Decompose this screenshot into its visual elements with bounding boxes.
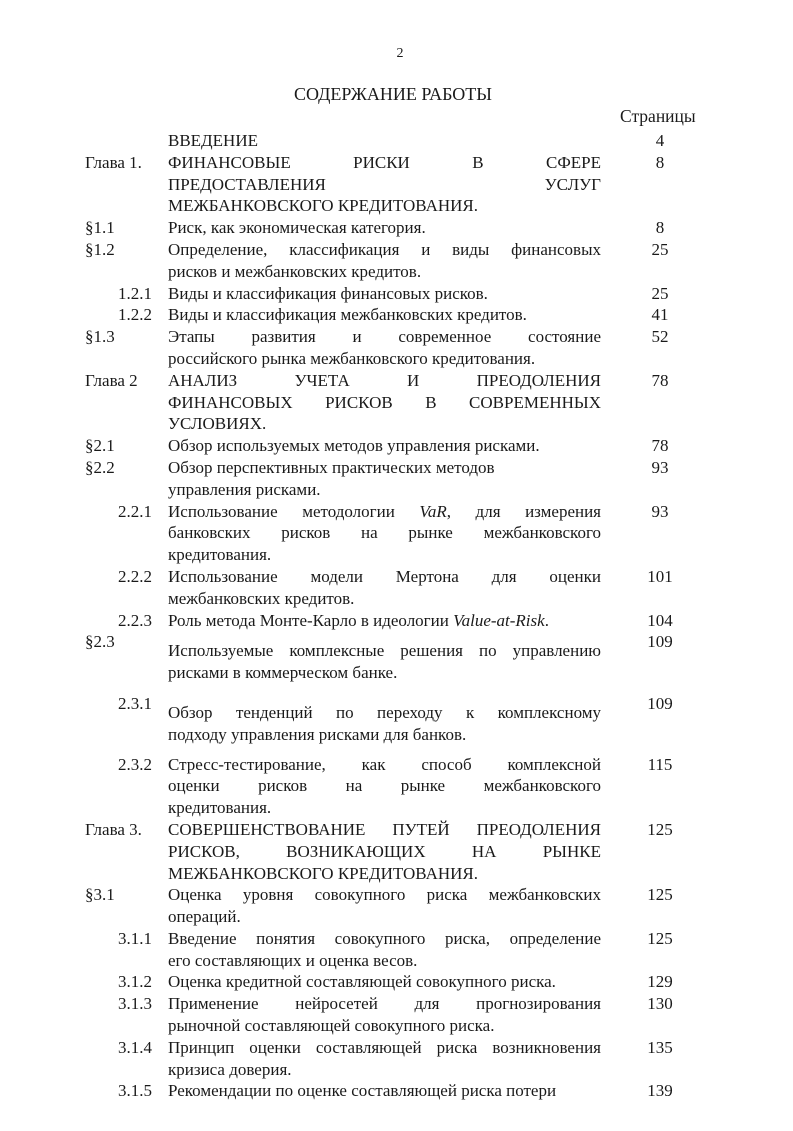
toc-entry-title-line: Введение понятия совокупного риска, определение — [168, 928, 601, 948]
toc-entry-number: 1.2.2 — [118, 305, 152, 325]
toc-entry-page: 25 — [651, 239, 669, 259]
toc-entry-title-line: ФИНАНСОВЫЕ РИСКИ В СФЕРЕ — [168, 152, 601, 172]
toc-entry — [0, 304, 793, 326]
toc-entry-number: Глава 3. — [85, 819, 142, 839]
toc-entry — [0, 819, 793, 884]
toc-entry — [0, 501, 793, 566]
page-number: 2 — [396, 46, 404, 61]
toc-entry-title-line: оценки рисков на рынке межбанковского — [168, 776, 601, 796]
toc-entry-title-line: российского рынка межбанковского кредитования. — [168, 348, 536, 368]
toc-entry-number: 1.2.1 — [118, 283, 152, 303]
toc-entry — [0, 435, 793, 457]
toc-entry-title-line: Роль метода Монте-Карло в идеологии Value-at-Risk. — [168, 610, 549, 630]
toc-entry-page: 4 — [655, 131, 665, 150]
toc-entry-title — [168, 631, 601, 684]
toc-entry-title-line: Виды и классификация межбанковских кредитов. — [168, 305, 527, 325]
toc-entry-page: 104 — [647, 610, 673, 630]
toc-entry-title — [168, 457, 601, 501]
toc-entry-page: 125 — [647, 819, 673, 839]
toc-entry-page: 101 — [647, 566, 673, 586]
toc-entry-number: 2.2.3 — [118, 610, 152, 630]
toc-entry-title — [168, 152, 601, 217]
toc-entry-page: 135 — [647, 1037, 673, 1057]
toc-entry-title — [168, 130, 601, 152]
toc-entry-title-line: МЕЖБАНКОВСКОГО КРЕДИТОВАНИЯ. — [168, 863, 478, 883]
toc-entry-title — [168, 501, 601, 566]
toc-entry — [0, 130, 793, 152]
toc-entry-title-line: ФИНАНСОВЫХ РИСКОВ В СОВРЕМЕННЫХ — [168, 392, 601, 412]
toc-entry-number: §1.3 — [85, 327, 115, 347]
toc-entry-number: 2.3.2 — [118, 754, 152, 774]
toc-entry-title-line: подходу управления рисками для банков. — [168, 724, 467, 744]
toc-entry-title-line: рыночной составляющей совокупного риска. — [168, 1016, 495, 1036]
toc-entry-title-line: Принцип оценки составляющей риска возникновения — [168, 1037, 601, 1057]
toc-entry-title-line: операций. — [168, 907, 241, 927]
toc-entry-title-line: Использование модели Мертона для оценки — [168, 566, 601, 586]
toc-entry-title — [168, 971, 601, 993]
toc-entry-number: 3.1.3 — [118, 994, 152, 1014]
toc-entry-page: 109 — [647, 632, 673, 652]
pages-column-header: Страницы — [620, 106, 696, 126]
toc-entry-page: 25 — [651, 283, 669, 303]
toc-entry-title-line: банковских рисков на рынке межбанковского — [168, 523, 601, 543]
toc-entry-title — [168, 884, 601, 928]
toc-entry-title-line: кредитования. — [168, 545, 272, 565]
toc-entry — [0, 928, 793, 972]
toc-entry-number: 2.2.2 — [118, 566, 152, 586]
toc-entry-page: 130 — [647, 994, 673, 1014]
toc-entry-title — [168, 693, 601, 746]
toc-entry-title-line: ВВЕДЕНИЕ — [168, 131, 258, 150]
toc-entry-title-line: Обзор перспективных практических методов — [168, 457, 495, 477]
toc-entry-title-line: РИСКОВ, ВОЗНИКАЮЩИХ НА РЫНКЕ — [168, 841, 601, 861]
toc-entry-number: 3.1.1 — [118, 928, 152, 948]
toc-entry-title-line: его составляющих и оценка весов. — [168, 950, 418, 970]
toc-entry-title — [168, 370, 601, 435]
toc-entry — [0, 239, 793, 283]
toc-entry-title-line: Оценка кредитной составляющей совокупного риска. — [168, 972, 556, 992]
toc-entry — [0, 754, 793, 819]
toc-entry-title-line: кредитования. — [168, 798, 272, 818]
toc-entry-title-line: Используемые комплексные решения по управлению — [168, 641, 601, 661]
toc-entry-number: Глава 1. — [85, 152, 142, 172]
toc-entry-title-line: рисками в коммерческом банке. — [168, 663, 398, 683]
toc-entry-title-line: межбанковских кредитов. — [168, 588, 355, 608]
toc-entry-title-line: Обзор используемых методов управления рисками. — [168, 436, 540, 456]
toc-entry-title — [168, 610, 601, 632]
toc-entry-title — [168, 566, 601, 610]
toc-entry — [0, 610, 793, 632]
toc-entry — [0, 326, 793, 370]
toc-entry-title — [168, 1080, 601, 1102]
toc-entry — [0, 217, 793, 239]
toc-entry — [0, 993, 793, 1037]
toc-entry-page: 8 — [655, 152, 665, 172]
toc-entry-page: 125 — [647, 885, 673, 905]
toc-entry-number: Глава 2 — [85, 370, 138, 390]
toc-entry-page: 78 — [651, 436, 669, 456]
toc-entry-title-line: Виды и классификация финансовых рисков. — [168, 283, 488, 303]
toc-entry-title-line: УСЛОВИЯХ. — [168, 414, 267, 434]
toc-entry-title-line: СОВЕРШЕНСТВОВАНИЕ ПУТЕЙ ПРЕОДОЛЕНИЯ — [168, 819, 601, 839]
toc-entry-title — [168, 1037, 601, 1081]
toc-entry-page: 8 — [655, 218, 665, 238]
toc-entry-page: 93 — [651, 457, 669, 477]
toc-entry-page: 52 — [651, 327, 669, 347]
page-title: СОДЕРЖАНИЕ РАБОТЫ — [294, 84, 492, 104]
toc-entry — [0, 884, 793, 928]
toc-entry — [0, 1037, 793, 1081]
toc-entry — [0, 566, 793, 610]
toc-entry-title-line: Этапы развития и современное состояние — [168, 327, 601, 347]
toc-entry-title-line: Стресс-тестирование, как способ комплексной — [168, 754, 601, 774]
toc-entry-title-line: АНАЛИЗ УЧЕТА И ПРЕОДОЛЕНИЯ — [168, 370, 601, 390]
toc-entry-title — [168, 435, 601, 457]
toc-entry-number: 3.1.5 — [118, 1081, 152, 1101]
toc-entry-title — [168, 928, 601, 972]
toc-entry — [0, 1080, 793, 1102]
toc-entry-number: §1.2 — [85, 239, 115, 259]
toc-entry-title — [168, 217, 601, 239]
toc-entry-title-line: кризиса доверия. — [168, 1059, 292, 1079]
toc-entry-number: §2.1 — [85, 436, 115, 456]
toc-entry-title-line: Определение, классификация и виды финансовых — [168, 239, 601, 259]
toc-entry-title-line: Использование методологии VaR, для измерения — [168, 501, 602, 521]
toc-entry-page: 93 — [651, 501, 669, 521]
toc-entry-title-line: рисков и межбанковских кредитов. — [168, 261, 422, 281]
toc-entry — [0, 370, 793, 435]
toc-entry-title-line: Риск, как экономическая категория. — [168, 218, 426, 238]
toc-entry-number: 3.1.2 — [118, 972, 152, 992]
toc-entry-title — [168, 239, 601, 283]
toc-entry-page: 78 — [651, 370, 669, 390]
toc-entry-title — [168, 819, 601, 884]
toc-entry-title-line: ПРЕДОСТАВЛЕНИЯ УСЛУГ — [168, 174, 601, 194]
toc-entry-number: 2.3.1 — [118, 693, 152, 713]
toc-entry-number: 2.2.1 — [118, 501, 152, 521]
toc-entry-page: 41 — [651, 305, 669, 325]
toc-entry-number: §2.3 — [85, 632, 115, 652]
toc-entry-page: 115 — [647, 754, 673, 774]
toc-entry — [0, 693, 793, 746]
toc-entry-title-line: Применение нейросетей для прогнозирования — [168, 994, 601, 1014]
toc-entry-title-line: Обзор тенденций по переходу к комплексному — [168, 702, 601, 722]
toc-entry-page: 125 — [647, 928, 673, 948]
toc-entry-title — [168, 326, 601, 370]
table-of-contents — [0, 130, 793, 1102]
toc-entry-page: 139 — [647, 1081, 673, 1101]
toc-entry — [0, 283, 793, 305]
toc-entry-title — [168, 754, 601, 819]
toc-entry-title-line: МЕЖБАНКОВСКОГО КРЕДИТОВАНИЯ. — [168, 196, 478, 216]
toc-entry-number: §3.1 — [85, 885, 115, 905]
toc-entry — [0, 631, 793, 684]
toc-entry-number: §2.2 — [85, 457, 115, 477]
toc-entry-page: 129 — [647, 972, 673, 992]
toc-entry — [0, 971, 793, 993]
toc-entry-title-line: управления рисками. — [168, 479, 321, 499]
toc-entry-number: 3.1.4 — [118, 1037, 152, 1057]
toc-entry-title — [168, 283, 601, 305]
toc-entry-title — [168, 304, 601, 326]
toc-entry-title — [168, 993, 601, 1037]
toc-entry-page: 109 — [647, 693, 673, 713]
toc-entry-title-line: Оценка уровня совокупного риска межбанковских — [168, 885, 601, 905]
toc-entry-title-line: Рекомендации по оценке составляющей риска потери — [168, 1081, 557, 1101]
toc-entry-number: §1.1 — [85, 218, 115, 238]
toc-entry — [0, 457, 793, 501]
toc-entry — [0, 152, 793, 217]
